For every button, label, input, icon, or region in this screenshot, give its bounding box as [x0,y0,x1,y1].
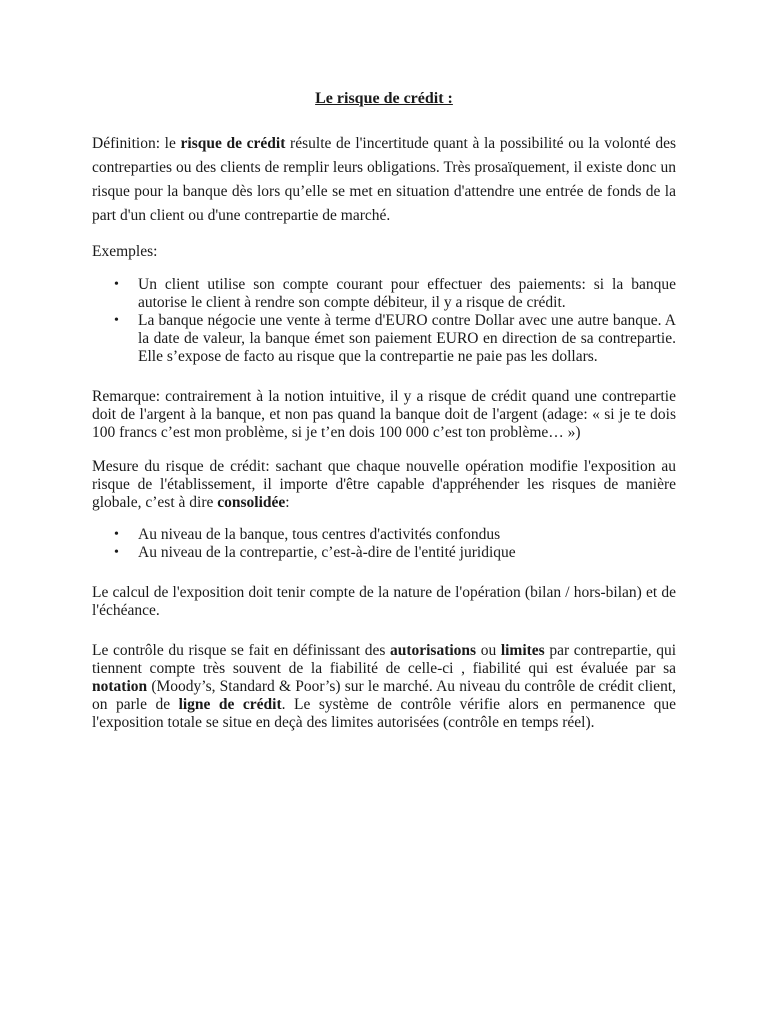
calculation-paragraph: Le calcul de l'exposition doit tenir compte de la nature de l'opération (bilan / hors-bilan) et de l'échéance. [92,584,676,620]
definition-paragraph [92,132,676,228]
control-text-2: ou [476,642,501,660]
control-text-1: Le contrôle du risque se fait en définissant des [92,642,390,660]
control-bold-ligne-de-credit: ligne de crédit [178,696,282,714]
list-item: • La banque négocie une vente à terme d'EURO contre Dollar avec une autre banque. A la date de valeur, la banque émet son paiement EURO en direction de sa contrepartie. Elle s’expose de facto au risque que la contrepartie ne paie pas les dollars. [138,312,676,366]
page-title: Le risque de crédit : [315,90,453,107]
examples-heading: Exemples: [92,243,158,261]
definition-term: risque de crédit [180,135,286,153]
control-text-5: . Le système de contrôle vérifie alors en permanence que l'exposition totale se situe en deçà des limites autorisées (contrôle en temps réel). [92,696,676,732]
measure-bold: consolidée [217,494,286,512]
measure-paragraph [92,458,676,512]
control-bold-autorisations: autorisations [389,642,477,660]
definition-lead: Définition: le [92,135,181,153]
control-text-3: par contrepartie, qui tiennent compte très souvent de la fiabilité de celle-ci , fiabilité qui est évaluée par sa [92,642,677,678]
definition-rest: résulte de l'incertitude quant à la possibilité ou la volonté des contreparties ou des clients de remplir leurs obligations. Très prosaïquement, il existe donc un risque pour la banque dès lors qu’elle se met en situation d'attendre une entrée de fonds de la part d'un client ou d'une contrepartie de marché. [92,135,677,225]
control-bold-limites: limites [500,642,545,660]
control-bold-notation: notation [92,678,148,696]
control-text-4: (Moody’s, Standard & Poor’s) sur le marché. Au niveau du contrôle de crédit client, on parle de [92,678,676,714]
examples-list [92,276,676,366]
list-item: • Un client utilise son compte courant pour effectuer des paiements: si la banque autorise le client à rendre son compte débiteur, il y a risque de crédit. [138,276,676,312]
remark-paragraph: Remarque: contrairement à la notion intuitive, il y a risque de crédit quand une contrepartie doit de l'argent à la banque, et non pas quand la banque doit de l'argent (adage: « si je te dois 100 francs c’est mon problème, si je t’en dois 100 000 c’est ton problème… ») [92,388,676,442]
list-item: • Au niveau de la banque, tous centres d'activités confondus [138,526,676,544]
list-item: • Au niveau de la contrepartie, c’est-à-dire de l'entité juridique [138,544,676,562]
measure-text: Mesure du risque de crédit: sachant que chaque nouvelle opération modifie l'exposition au risque de l'établissement, il importe d'être capable d'appréhender les risques de manière globale, c’est à dire [92,458,676,512]
levels-list [92,526,676,562]
document-page [92,88,676,748]
control-paragraph [92,642,676,732]
measure-tail: : [285,494,290,512]
